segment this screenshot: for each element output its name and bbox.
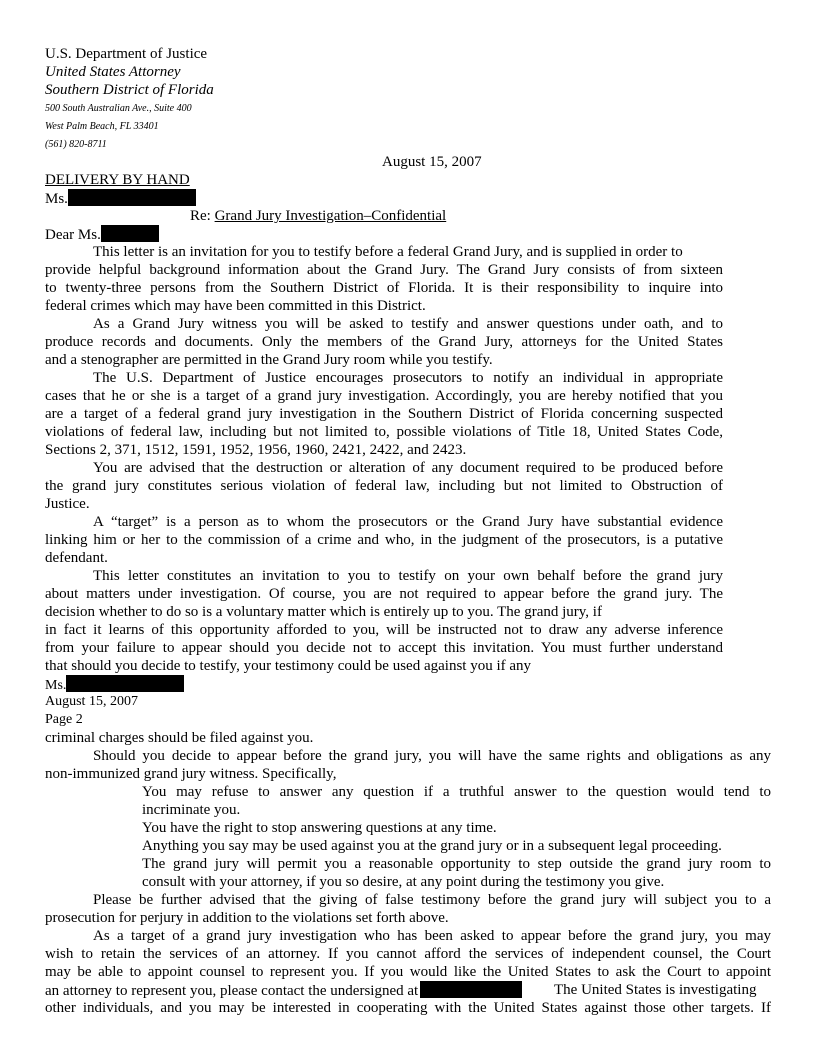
redaction-block [101, 225, 159, 242]
body-line: are a target of a federal grand jury investigation in the Southern District of Florida concerning suspected [45, 406, 723, 422]
body-line: may be able to appoint counsel to represent you. If you would like the United States to ask the Court to appoint [45, 964, 771, 980]
body-line: violations of federal law, including but not limited to, possible violations of Title 18, United States Code, [45, 424, 723, 440]
body-line: other individuals, and you may be interested in cooperating with the United States against those other targets. If [45, 1000, 771, 1016]
letterhead-district: Southern District of Florida [45, 82, 214, 98]
body-line: cases that he or she is a target of a grand jury investigation. Accordingly, you are hereby notified that you [45, 388, 723, 404]
body-line: You are advised that the destruction or alteration of any document required to be produced before [93, 460, 723, 476]
re-subject: Grand Jury Investigation–Confidential [214, 208, 447, 224]
subject-line [190, 207, 446, 225]
rights-item: incriminate you. [142, 802, 241, 818]
rights-item: You have the right to stop answering questions at any time. [142, 820, 497, 836]
body-line: As a target of a grand jury investigation who has been asked to appear before the grand jury, you may [93, 928, 771, 944]
body-line: criminal charges should be filed against you. [45, 730, 314, 746]
body-line: provide helpful background information about the Grand Jury. The Grand Jury consists of from sixteen [45, 262, 723, 278]
page2-recipient-prefix: Ms. [45, 678, 67, 693]
body-line: The U.S. Department of Justice encourages prosecutors to notify an individual in appropriate [93, 370, 723, 386]
letter-date: August 15, 2007 [382, 154, 482, 170]
rights-item: consult with your attorney, if you so desire, at any point during the testimony you give. [142, 874, 665, 890]
body-line: A “target” is a person as to whom the prosecutors or the Grand Jury have substantial evidence [93, 514, 723, 530]
body-line: decision whether to do so is a voluntary matter which is entirely up to you. The grand jury, if [45, 604, 602, 620]
letterhead-address-line2: West Palm Beach, FL 33401 [45, 121, 159, 132]
body-line: non-immunized grand jury witness. Specifically, [45, 766, 337, 782]
body-line: federal crimes which may have been committed in this District. [45, 298, 426, 314]
body-line: the grand jury constitutes serious violation of federal law, including but not limited to Obstruction of [45, 478, 723, 494]
rights-item: Anything you say may be used against you at the grand jury or in a subsequent legal proceeding. [142, 838, 722, 854]
body-line: As a Grand Jury witness you will be asked to testify and answer questions under oath, and to [93, 316, 723, 332]
letterhead-address-line1: 500 South Australian Ave., Suite 400 [45, 103, 192, 114]
page2-page-number: Page 2 [45, 712, 83, 727]
body-line: defendant. [45, 550, 108, 566]
body-line: and a stenographer are permitted in the Grand Jury room while you testify. [45, 352, 493, 368]
body-line: to twenty-three persons from the Southern District of Florida. It is their responsibility to inquire into [45, 280, 723, 296]
body-line: from your failure to appear should you decide not to accept this invitation. You must further understand [45, 640, 723, 656]
body-line: about matters under investigation. Of course, you are not required to appear before the grand jury. The [45, 586, 723, 602]
body-line: produce records and documents. Only the members of the Grand Jury, attorneys for the United States [45, 334, 723, 350]
letterhead-office: United States Attorney [45, 64, 181, 80]
body-line: wish to retain the services of an attorney. If you cannot afford the services of independent counsel, the Court [45, 946, 771, 962]
body-line: This letter is an invitation for you to testify before a federal Grand Jury, and is supplied in order to [93, 244, 683, 260]
body-line: in fact it learns of this opportunity afforded to you, will be instructed not to draw any adverse inference [45, 622, 723, 638]
body-line: linking him or her to the commission of a crime and who, in the judgment of the prosecutors, is a putative [45, 532, 723, 548]
salutation-line [45, 225, 159, 244]
redaction-block [420, 981, 522, 998]
recipient-prefix: Ms. [45, 191, 68, 207]
body-line: The United States is investigating [554, 982, 757, 998]
page2-recipient-line [45, 675, 184, 695]
body-line: Should you decide to appear before the grand jury, you will have the same rights and obligations as any [93, 748, 771, 764]
contact-text: an attorney to represent you, please contact the undersigned at [45, 983, 419, 999]
body-line [45, 981, 522, 1000]
page2-date: August 15, 2007 [45, 694, 138, 709]
letterhead-department: U.S. Department of Justice [45, 46, 208, 62]
body-line: prosecution for perjury in addition to the violations set forth above. [45, 910, 449, 926]
letterhead-phone: (561) 820-8711 [45, 139, 107, 150]
redaction-block [68, 189, 196, 206]
body-line: This letter constitutes an invitation to you to testify on your own behalf before the grand jury [93, 568, 723, 584]
redaction-block [66, 675, 184, 692]
body-line: Please be further advised that the giving of false testimony before the grand jury will subject you to a [93, 892, 771, 908]
rights-item: The grand jury will permit you a reasonable opportunity to step outside the grand jury room to [142, 856, 771, 872]
re-label: Re: [190, 208, 211, 224]
rights-item: You may refuse to answer any question if a truthful answer to the question would tend to [142, 784, 771, 800]
salutation: Dear Ms. [45, 227, 101, 243]
recipient-line [45, 189, 196, 208]
body-line: that should you decide to testify, your testimony could be used against you if any [45, 658, 532, 674]
delivery-method: DELIVERY BY HAND [45, 172, 190, 188]
body-line: Sections 2, 371, 1512, 1591, 1952, 1956, 1960, 2421, 2422, and 2423. [45, 442, 467, 458]
body-line: Justice. [45, 496, 90, 512]
